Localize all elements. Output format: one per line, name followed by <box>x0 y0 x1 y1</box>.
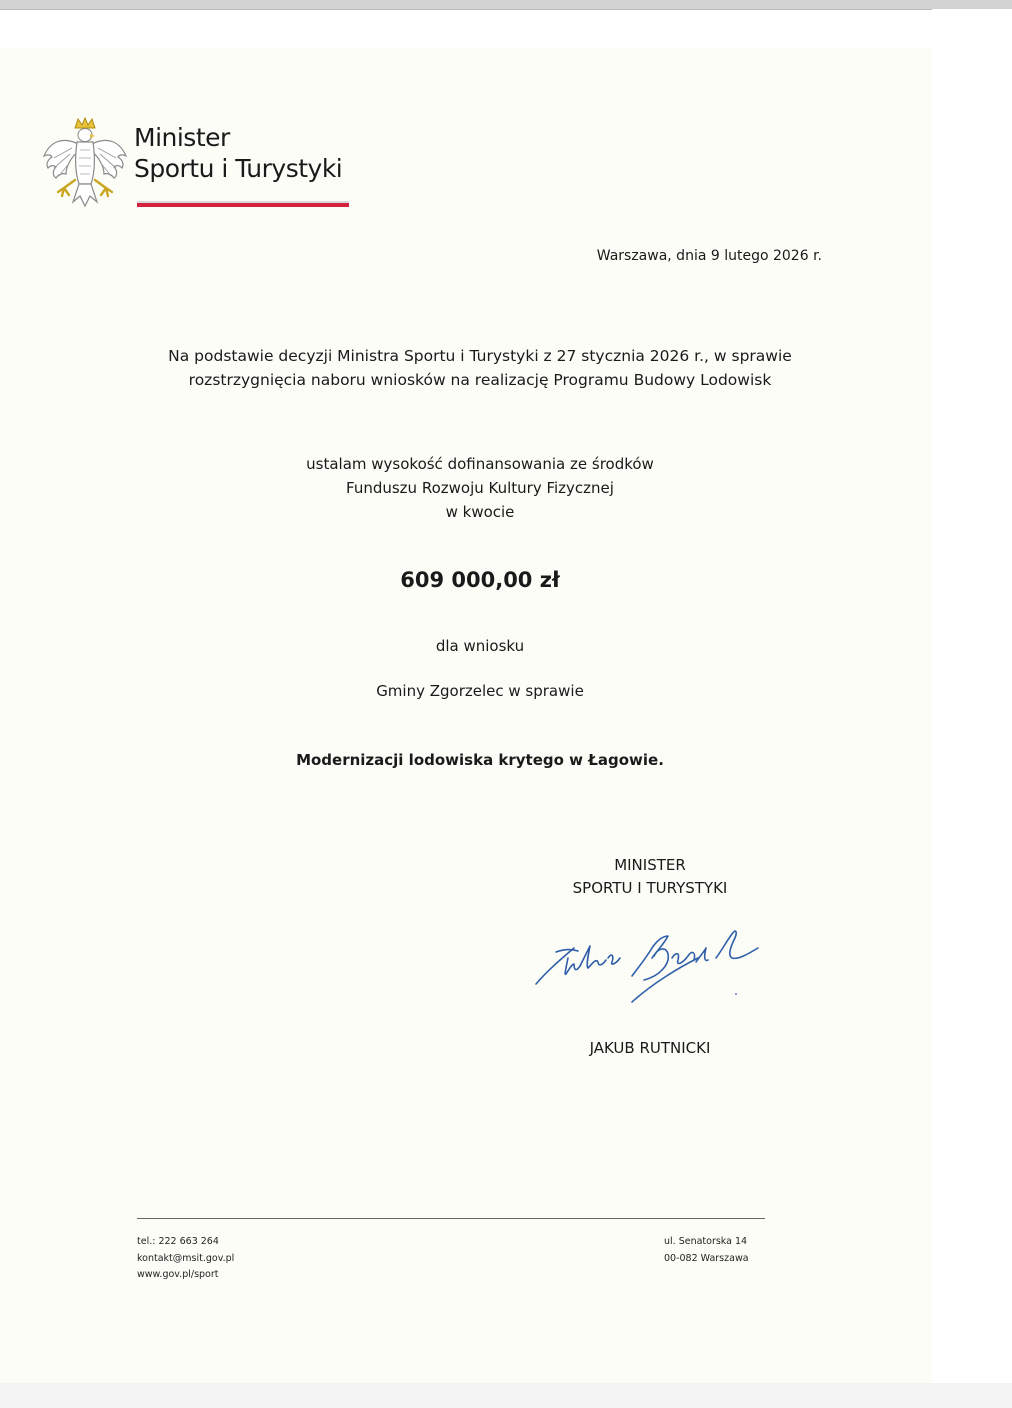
ministry-logo <box>42 116 352 212</box>
footer-address <box>664 1234 749 1267</box>
funding-line-1: ustalam wysokość dofinansowania ze środków <box>306 455 654 473</box>
footer-phone: tel.: 222 663 264 <box>137 1236 219 1247</box>
footer-contact <box>137 1234 234 1284</box>
grant-amount: 609 000,00 zł <box>400 568 560 592</box>
viewer-bottom-bar <box>0 1383 1012 1408</box>
intro-paragraph <box>100 344 860 392</box>
flag-bar <box>137 201 349 207</box>
funding-line-3: w kwocie <box>445 503 515 521</box>
window-top-bar <box>0 0 1012 10</box>
intro-line-2: rozstrzygnięcia naboru wniosków na realizację Programu Budowy Lodowisk <box>188 371 772 389</box>
footer-email: kontakt@msit.gov.pl <box>137 1252 235 1264</box>
logo-line-1: Minister <box>134 123 230 152</box>
white-eagle-emblem-icon <box>42 116 128 208</box>
signatory-name: JAKUB RUTNICKI <box>589 1039 711 1057</box>
footer-street: ul. Senatorska 14 <box>664 1236 748 1247</box>
handwritten-signature-icon <box>528 918 778 1008</box>
signatory-title-line-2: SPORTU I TURYSTYKI <box>572 879 728 897</box>
viewer-right-margin <box>932 9 1012 1383</box>
letter-date: Warszawa, dnia 9 lutego 2026 r. <box>596 248 822 264</box>
funding-paragraph <box>230 452 730 524</box>
signatory-title <box>520 854 780 900</box>
footer-divider <box>137 1218 765 1219</box>
signatory-title-line-1: MINISTER <box>614 856 686 874</box>
applicant-name: Gminy Zgorzelec w sprawie <box>376 682 584 700</box>
flag-bar-red <box>137 203 349 207</box>
funding-line-2: Funduszu Rozwoju Kultury Fizycznej <box>346 479 614 497</box>
logo-line-2: Sportu i Turystyki <box>134 154 343 183</box>
footer-city: 00-082 Warszawa <box>664 1252 749 1264</box>
intro-line-1: Na podstawie decyzji Ministra Sportu i Turystyki z 27 stycznia 2026 r., w sprawie <box>168 347 792 365</box>
for-application-label: dla wniosku <box>435 637 525 655</box>
project-purpose: Modernizacji lodowiska krytego w Łagowie. <box>296 751 664 769</box>
logo-text <box>134 122 342 184</box>
footer-website: www.gov.pl/sport <box>137 1269 219 1280</box>
